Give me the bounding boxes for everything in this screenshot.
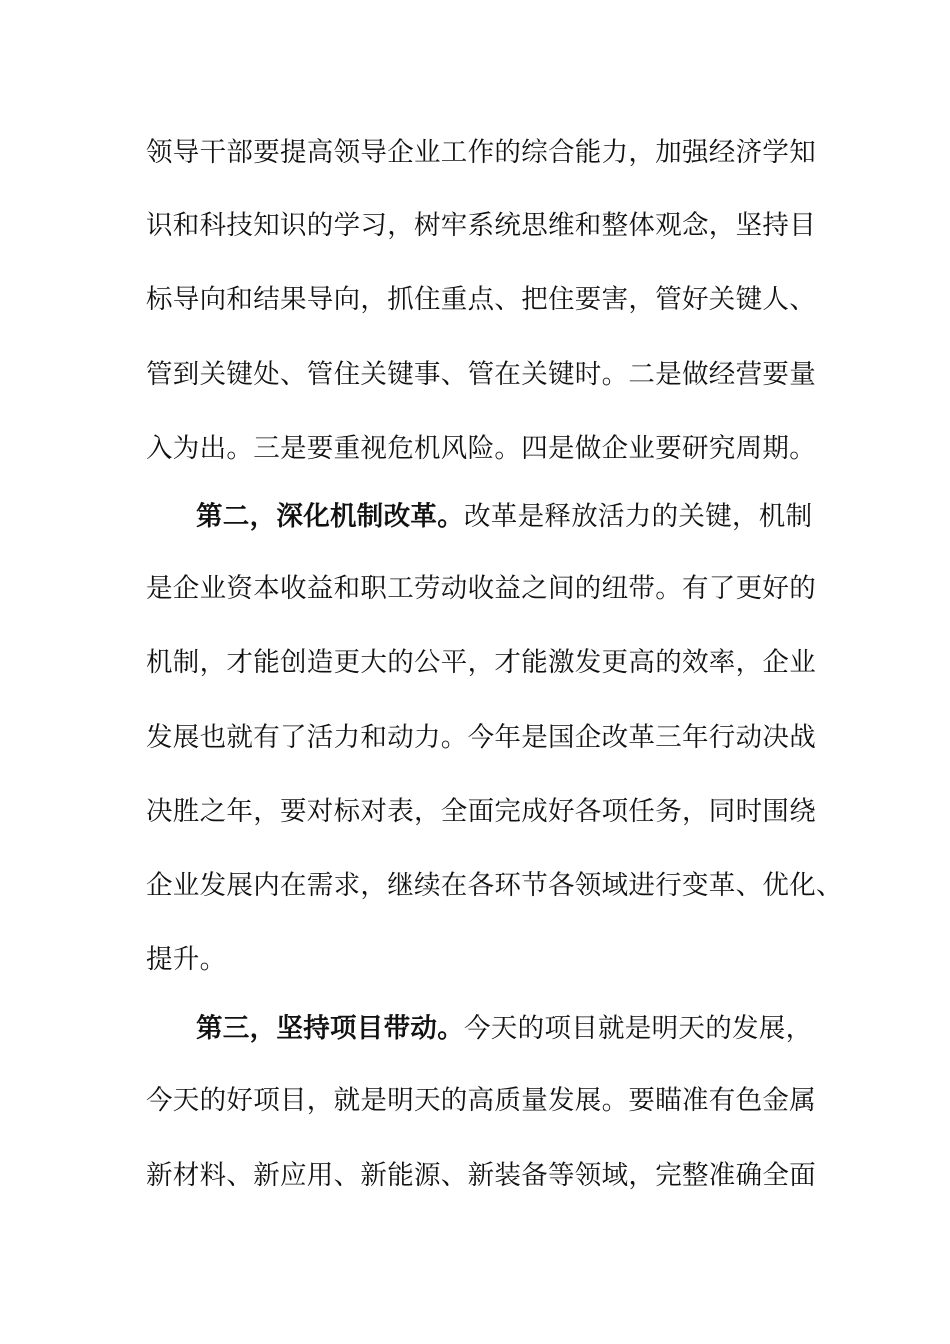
body-text-line: 领导干部要提高领导企业工作的综合能力，加强经济学知 xyxy=(146,137,816,168)
body-text-line: 机制，才能创造更大的公平，才能激发更高的效率，企业 xyxy=(146,647,816,678)
body-text-line: 发展也就有了活力和动力。今年是国企改革三年行动决战 xyxy=(146,722,816,753)
body-text-line: 企业发展内在需求，继续在各环节各领域进行变革、优化、 xyxy=(146,870,843,901)
section-heading: 第三，坚持项目带动。 xyxy=(196,1013,464,1044)
body-text-line: 入为出。三是要重视危机风险。四是做企业要研究周期。 xyxy=(146,433,816,464)
body-text-line: 识和科技知识的学习，树牢系统思维和整体观念，坚持目 xyxy=(146,210,816,241)
body-text-line: 提升。 xyxy=(146,944,227,975)
paragraph-first-line xyxy=(196,1009,866,1049)
body-text-line: 是企业资本收益和职工劳动收益之间的纽带。有了更好的 xyxy=(146,573,816,604)
section-heading: 第二，深化机制改革。 xyxy=(196,501,464,532)
paragraph-first-line xyxy=(196,497,866,537)
body-text-line: 决胜之年，要对标对表，全面完成好各项任务，同时围绕 xyxy=(146,796,816,827)
body-text: 改革是释放活力的关键，机制 xyxy=(464,501,813,532)
body-text: 今天的项目就是明天的发展， xyxy=(464,1013,813,1044)
body-text-line: 标导向和结果导向，抓住重点、把住要害，管好关键人、 xyxy=(146,284,816,315)
body-text-line: 管到关键处、管住关键事、管在关键时。二是做经营要量 xyxy=(146,359,816,390)
body-text-line: 新材料、新应用、新能源、新装备等领域，完整准确全面 xyxy=(146,1160,816,1191)
body-text-line: 今天的好项目，就是明天的高质量发展。要瞄准有色金属 xyxy=(146,1085,816,1116)
